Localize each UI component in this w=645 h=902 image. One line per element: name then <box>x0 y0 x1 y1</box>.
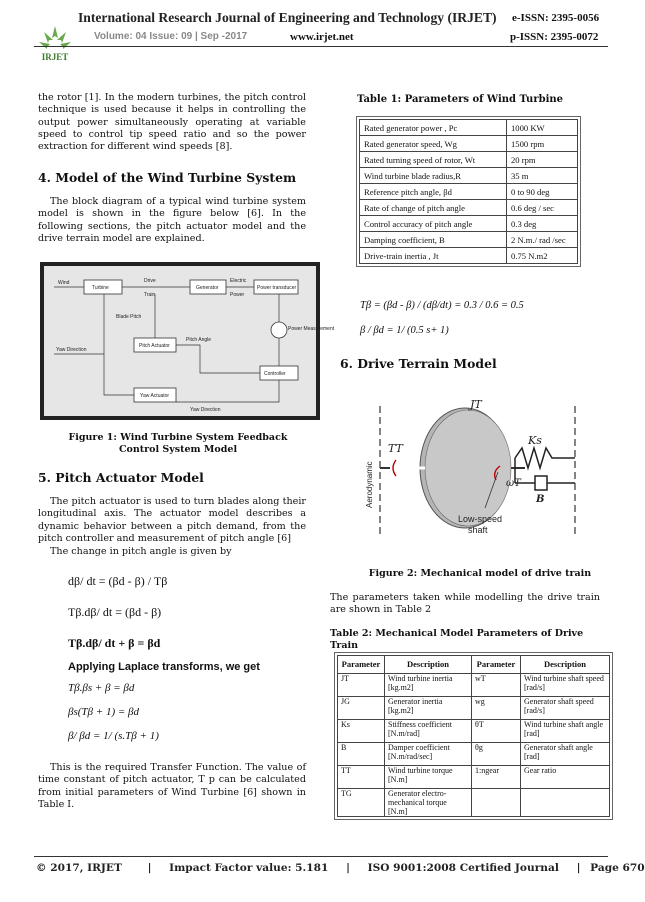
page-footer <box>36 862 645 874</box>
footer-impact-factor: Impact Factor value: 5.181 <box>169 862 329 874</box>
table-2-header-cell: Parameter <box>472 656 521 674</box>
parameter-value-cell: 0.6 deg / sec <box>507 200 578 216</box>
description-cell: Damper coefficient [N.m/rad/sec] <box>385 743 472 766</box>
table-1-row <box>360 232 578 248</box>
footer-copyright: © 2017, IRJET <box>36 862 122 874</box>
description-cell: Wind turbine shaft angle [rad] <box>521 720 610 743</box>
label-drive: Drive <box>144 278 156 284</box>
table-2-row <box>338 766 610 789</box>
label-generator: Generator <box>196 285 219 291</box>
equation-1: dβ/ dt = (βd - β) / Tβ <box>68 574 168 588</box>
table-2-row <box>338 720 610 743</box>
parameter-name-cell: Wind turbine blade radius,R <box>360 168 507 184</box>
parameter-name-cell: Reference pitch angle, βd <box>360 184 507 200</box>
symbol-cell <box>472 789 521 817</box>
header-divider <box>34 46 608 47</box>
parameter-value-cell: 0.75 N.m2 <box>507 248 578 264</box>
section-4-paragraph: The block diagram of a typical wind turbine system model is shown in the figure below [6]. In the following sections, the pitch actuator model and the drive terrain model are explained. <box>38 196 306 244</box>
parameter-name-cell: Rate of change of pitch angle <box>360 200 507 216</box>
description-cell: Generator electro-mechanical torque [N.m] <box>385 789 472 817</box>
volume-issue: Volume: 04 Issue: 09 | Sep -2017 <box>94 31 248 42</box>
label-blade-pitch: Blade Pitch <box>116 314 142 320</box>
description-cell: Wind turbine inertia [kg.m2] <box>385 674 472 697</box>
table-2-header-row <box>338 656 610 674</box>
logo-text: IRJET <box>41 52 69 62</box>
p-issn: p-ISSN: 2395-0072 <box>510 31 599 43</box>
label-train: Train <box>144 292 156 298</box>
section-4-title: 4. Model of the Wind Turbine System <box>38 170 297 185</box>
intro-paragraph: the rotor [1]. In the modern turbines, the pitch control technique is used because it helps in controlling the output power simultaneously operating at variable speed to control tip speed ratio and so the power extraction for different wind speeds [8]. <box>38 92 306 153</box>
equation-6: β/ βd = 1/ (s.Tβ + 1) <box>68 730 159 742</box>
symbol-cell: Ks <box>338 720 385 743</box>
parameter-name-cell: Control accuracy of pitch angle <box>360 216 507 232</box>
table-1-row <box>360 248 578 264</box>
transfer-function-paragraph: This is the required Transfer Function. The value of time constant of pitch actuator, T p can be calculated from initial parameters of Wind Turbine [6] shown in Table I. <box>38 762 306 810</box>
table-1-row <box>360 152 578 168</box>
parameter-value-cell: 1500 rpm <box>507 136 578 152</box>
figure-1-block-diagram <box>40 262 335 420</box>
label-controller: Controller <box>264 371 286 377</box>
table-1-row <box>360 136 578 152</box>
label-pitch-actuator: Pitch Actuator <box>139 343 170 349</box>
label-power-transducer: Power transducer <box>257 285 297 291</box>
footer-separator: | <box>346 862 350 874</box>
symbol-cell: TT <box>338 766 385 789</box>
label-shaft: shaft <box>468 525 488 535</box>
table-2 <box>334 652 613 820</box>
parameter-name-cell: Damping coefficient, B <box>360 232 507 248</box>
symbol-cell: wg <box>472 697 521 720</box>
label-b: B <box>536 494 545 505</box>
journal-website[interactable]: www.irjet.net <box>290 31 354 43</box>
table-1-row <box>360 120 578 136</box>
symbol-cell: θg <box>472 743 521 766</box>
table-1-title: Table 1: Parameters of Wind Turbine <box>356 94 564 105</box>
label-low-speed: Low-speed <box>458 514 503 524</box>
description-cell: Wind turbine shaft speed [rad/s] <box>521 674 610 697</box>
section-5-title: 5. Pitch Actuator Model <box>38 470 204 485</box>
table-2-row <box>338 743 610 766</box>
table-1 <box>356 116 581 267</box>
parameter-value-cell: 2 N.m./ rad /sec <box>507 232 578 248</box>
label-wind: Wind <box>58 280 70 286</box>
label-tt: TT <box>388 442 403 455</box>
label-omega-t: ωT <box>506 478 521 489</box>
footer-iso: ISO 9001:2008 Certified Journal <box>367 862 559 874</box>
table-2-header-cell: Parameter <box>338 656 385 674</box>
description-cell: Generator shaft speed [rad/s] <box>521 697 610 720</box>
parameter-value-cell: 0.3 deg <box>507 216 578 232</box>
label-power: Power <box>230 292 245 298</box>
parameter-value-cell: 0 to 90 deg <box>507 184 578 200</box>
symbol-cell: TG <box>338 789 385 817</box>
table-1-row <box>360 216 578 232</box>
footer-separator: | <box>147 862 152 874</box>
equation-8: β / βd = 1/ (0.5 s+ 1) <box>360 325 449 336</box>
table-2-title: Table 2: Mechanical Model Parameters of Drive Train <box>330 628 584 651</box>
label-ks: Ks <box>528 434 542 447</box>
footer-separator: | <box>576 862 581 874</box>
description-cell <box>521 789 610 817</box>
equation-7: Tβ = (βd - β) / (dβ/dt) = 0.3 / 0.6 = 0.5 <box>360 300 524 311</box>
parameter-value-cell: 35 m <box>507 168 578 184</box>
journal-title: International Research Journal of Engineering and Technology (IRJET) <box>78 10 497 25</box>
label-electric: Electric <box>230 278 247 284</box>
label-power-measurement: Power Measurement <box>288 326 335 332</box>
footer-divider <box>34 856 608 857</box>
parameter-name-cell: Rated generator speed, Wg <box>360 136 507 152</box>
label-pitch-angle: Pitch Angle <box>186 337 212 343</box>
description-cell: Stiffness coefficient [N.m/rad] <box>385 720 472 743</box>
symbol-cell: wT <box>472 674 521 697</box>
figure-2-caption: Figure 2: Mechanical model of drive train <box>368 568 592 579</box>
table-2-row <box>338 674 610 697</box>
equation-2: Tβ.dβ/ dt = (βd - β) <box>68 605 162 619</box>
symbol-cell: θT <box>472 720 521 743</box>
label-jt: JT <box>470 398 482 411</box>
label-yaw-actuator: Yaw Actuator <box>140 393 170 399</box>
table-1-row <box>360 184 578 200</box>
symbol-cell: JG <box>338 697 385 720</box>
e-issn: e-ISSN: 2395-0056 <box>512 12 600 24</box>
table-2-row <box>338 697 610 720</box>
parameter-value-cell: 20 rpm <box>507 152 578 168</box>
figure-2-drive-train <box>350 388 600 548</box>
label-aerodynamic: Aerodynamic <box>365 461 374 508</box>
parameters-paragraph: The parameters taken while modelling the drive train are shown in Table 2 <box>330 592 600 616</box>
parameter-name-cell: Rated generator power , Pc <box>360 120 507 136</box>
figure-1-caption: Figure 1: Wind Turbine System Feedback Control System Model <box>68 432 288 455</box>
section-6-title: 6. Drive Terrain Model <box>340 356 497 371</box>
equation-3: Tβ.dβ/ dt + β = βd <box>68 636 161 650</box>
label-yaw-direction-2: Yaw Direction <box>190 407 221 413</box>
symbol-cell: 1:ngear <box>472 766 521 789</box>
parameter-name-cell: Drive-train inertia , Jt <box>360 248 507 264</box>
parameter-value-cell: 1000 KW <box>507 120 578 136</box>
laplace-text: Applying Laplace transforms, we get <box>68 661 260 673</box>
equation-4: Tβ.βs + β = βd <box>68 682 135 694</box>
label-yaw-direction: Yaw Direction <box>56 347 87 353</box>
footer-page-number: Page 670 <box>590 862 645 874</box>
symbol-cell: B <box>338 743 385 766</box>
description-cell: Generator inertia [kg.m2] <box>385 697 472 720</box>
description-cell: Generator shaft angle [rad] <box>521 743 610 766</box>
symbol-cell: JT <box>338 674 385 697</box>
label-turbine: Turbine <box>92 285 109 291</box>
equation-5: βs(Tβ + 1) = βd <box>68 706 140 718</box>
section-5-paragraph: The pitch actuator is used to turn blades along their longitudinal axis. The actuator model describes a dynamic behavior between a pitch demand, from the pitch controller and measurement of pitch angle [6] <box>38 496 306 544</box>
table-2-header-cell: Description <box>521 656 610 674</box>
table-2-header-cell: Description <box>385 656 472 674</box>
description-cell: Gear ratio <box>521 766 610 789</box>
table-2-row <box>338 789 610 817</box>
table-1-row <box>360 200 578 216</box>
description-cell: Wind turbine torque [N.m] <box>385 766 472 789</box>
pitch-angle-intro: The change in pitch angle is given by <box>50 546 232 557</box>
parameter-name-cell: Rated turning speed of rotor, Wt <box>360 152 507 168</box>
table-1-row <box>360 168 578 184</box>
